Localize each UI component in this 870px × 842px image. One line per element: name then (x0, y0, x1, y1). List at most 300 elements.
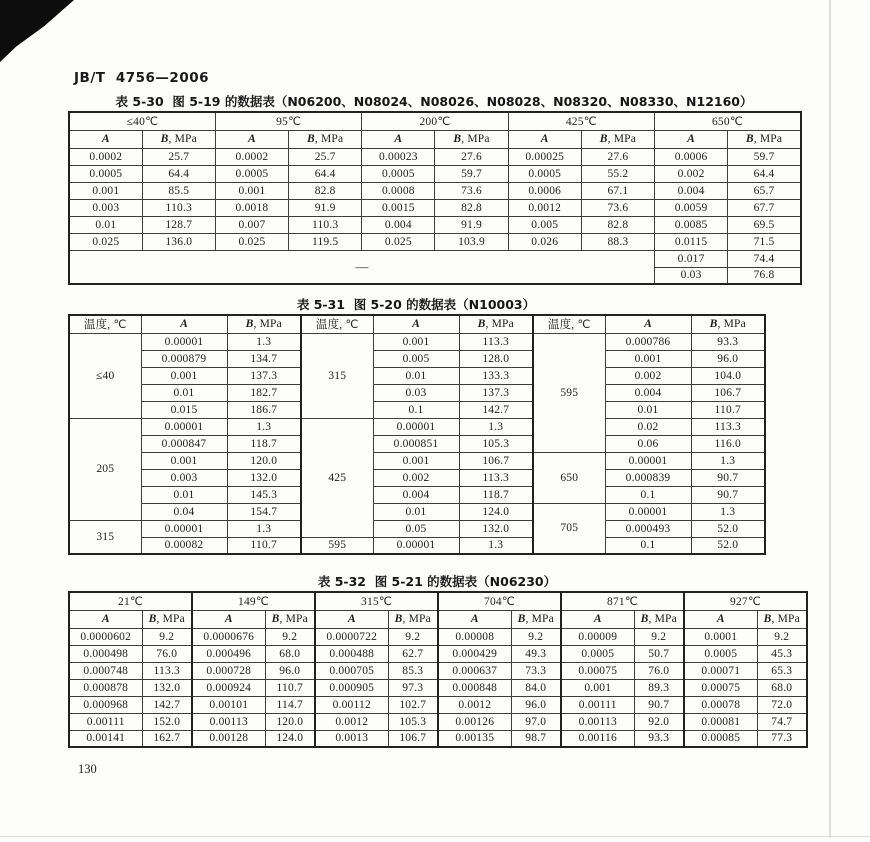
unit-label: , MPa (168, 133, 197, 145)
data-cell: 0.01 (69, 216, 142, 233)
data-cell: 0.005 (373, 350, 459, 367)
data-cell: 0.000748 (69, 662, 142, 679)
data-cell: 124.0 (265, 730, 315, 747)
data-cell: 0.000839 (605, 469, 691, 486)
table-5-31 (68, 314, 766, 555)
unit-label: , MPa (648, 613, 677, 625)
column-header (511, 610, 561, 628)
variable-symbol: B (160, 133, 169, 145)
data-cell: 110.7 (691, 401, 765, 418)
data-cell: 0.0001 (684, 628, 757, 645)
data-cell: 59.7 (435, 165, 508, 182)
data-cell: 0.00085 (684, 730, 757, 747)
data-cell: 71.5 (728, 233, 801, 250)
variable-symbol: B (745, 133, 754, 145)
data-cell: 1.3 (459, 418, 533, 435)
data-cell: 0.0012 (315, 713, 388, 730)
data-cell: 93.3 (634, 730, 684, 747)
data-cell: 1.3 (691, 503, 765, 520)
data-cell: 0.00001 (141, 333, 227, 350)
data-cell: 76.0 (142, 645, 192, 662)
data-cell: 120.0 (265, 713, 315, 730)
data-cell: 9.2 (757, 628, 807, 645)
data-cell: 128.0 (459, 350, 533, 367)
variable-symbol: A (540, 133, 549, 145)
data-cell: 0.00078 (684, 696, 757, 713)
data-cell: 0.0059 (655, 199, 728, 216)
data-cell: 9.2 (265, 628, 315, 645)
variable-symbol: B (709, 318, 718, 331)
data-cell: 0.00009 (561, 628, 634, 645)
data-cell: 0.0000602 (69, 628, 142, 645)
unit-label: , MPa (717, 318, 746, 331)
column-header (373, 315, 459, 333)
column-header (142, 610, 192, 628)
unit-label: , MPa (485, 318, 514, 331)
temp-cell: 315 (69, 520, 141, 554)
data-cell: 67.1 (581, 182, 654, 199)
temp-header: ≤40℃ (69, 112, 215, 130)
data-cell: 142.7 (459, 401, 533, 418)
data-cell: 0.00111 (69, 713, 142, 730)
variable-symbol: B (517, 613, 526, 625)
temp-cell: 650 (533, 452, 605, 503)
data-cell: 0.1 (605, 486, 691, 503)
temp-cell: 705 (533, 503, 605, 554)
data-cell: 134.7 (227, 350, 301, 367)
data-cell: 132.0 (142, 679, 192, 696)
data-cell: 97.0 (511, 713, 561, 730)
data-cell: 45.3 (757, 645, 807, 662)
column-header (142, 130, 215, 148)
data-cell: 90.7 (691, 486, 765, 503)
data-cell: 89.3 (634, 679, 684, 696)
data-cell: 92.0 (634, 713, 684, 730)
data-cell: 0.026 (508, 233, 581, 250)
column-header (265, 610, 315, 628)
unit-label: , MPa (607, 133, 637, 145)
table1-title: 表 5-30 图 5-19 的数据表（N06200、N08024、N08026、N08028、N08320、N08330、N12160） (115, 94, 753, 109)
data-cell: 98.7 (511, 730, 561, 747)
data-cell: 182.7 (227, 384, 301, 401)
column-header (362, 130, 435, 148)
variable-symbol: A (470, 613, 479, 625)
data-cell: 0.000847 (141, 435, 227, 452)
data-cell: 106.7 (691, 384, 765, 401)
data-cell: 0.00008 (438, 628, 511, 645)
data-cell: 77.3 (757, 730, 807, 747)
variable-symbol: B (306, 133, 315, 145)
data-cell: 68.0 (757, 679, 807, 696)
data-cell: 132.0 (227, 469, 301, 486)
variable-symbol: A (716, 613, 725, 625)
data-cell: 110.7 (227, 537, 301, 554)
data-cell: 162.7 (142, 730, 192, 747)
data-cell: 97.3 (388, 679, 438, 696)
data-cell: 0.025 (69, 233, 142, 250)
data-cell: 106.7 (388, 730, 438, 747)
column-header (728, 130, 801, 148)
data-cell: 74.7 (757, 713, 807, 730)
data-cell: 0.000637 (438, 662, 511, 679)
data-cell: 0.00023 (362, 148, 435, 165)
data-cell: 65.7 (728, 182, 801, 199)
data-cell: 0.000786 (605, 333, 691, 350)
data-cell: 0.000879 (141, 350, 227, 367)
temp-cell: 205 (69, 418, 141, 520)
table-5-32 (68, 591, 808, 748)
data-cell: 0.00135 (438, 730, 511, 747)
data-cell: 104.0 (691, 367, 765, 384)
data-cell: 68.0 (265, 645, 315, 662)
variable-symbol: A (347, 613, 356, 625)
data-cell: 84.0 (511, 679, 561, 696)
data-cell: 0.001 (141, 452, 227, 469)
data-cell: 0.1 (373, 401, 459, 418)
data-cell: 120.0 (227, 452, 301, 469)
unit-label: , MPa (402, 613, 431, 625)
data-cell: 0.00101 (192, 696, 265, 713)
data-cell: 137.3 (227, 367, 301, 384)
data-cell: 0.00001 (605, 452, 691, 469)
data-cell: 136.0 (142, 233, 215, 250)
temp-cell: 315 (301, 333, 373, 418)
temp-header: 200℃ (362, 112, 508, 130)
document-number: JB/T 4756—2006 (74, 70, 209, 86)
data-cell: 0.0012 (508, 199, 581, 216)
data-cell: 0.002 (605, 367, 691, 384)
column-header (69, 610, 142, 628)
column-header (141, 315, 227, 333)
data-cell: 0.00025 (508, 148, 581, 165)
column-header (561, 610, 634, 628)
variable-symbol: A (101, 133, 110, 145)
data-cell: 0.000848 (438, 679, 511, 696)
column-header (289, 130, 362, 148)
temp-header: 650℃ (655, 112, 801, 130)
data-cell: 27.6 (435, 148, 508, 165)
data-cell: 0.0000722 (315, 628, 388, 645)
scan-edge-shadow-bottom (0, 836, 870, 837)
data-cell: 0.0085 (655, 216, 728, 233)
data-cell: 9.2 (634, 628, 684, 645)
data-cell: 0.0005 (69, 165, 142, 182)
variable-symbol: B (599, 133, 608, 145)
data-cell: 0.0000676 (192, 628, 265, 645)
data-cell: 128.7 (142, 216, 215, 233)
data-cell: 0.00075 (561, 662, 634, 679)
column-header (388, 610, 438, 628)
data-cell: 0.001 (561, 679, 634, 696)
unit-label: , MPa (279, 613, 308, 625)
data-cell: 0.0005 (508, 165, 581, 182)
data-cell: 0.01 (373, 367, 459, 384)
data-cell: 27.6 (581, 148, 654, 165)
variable-symbol: B (394, 613, 403, 625)
column-header (655, 130, 728, 148)
data-cell: 0.00116 (561, 730, 634, 747)
data-cell: 0.0005 (362, 165, 435, 182)
data-cell: 142.7 (142, 696, 192, 713)
temp-cell: 425 (301, 418, 373, 537)
data-cell: 76.8 (728, 267, 801, 284)
variable-symbol: B (148, 613, 157, 625)
data-cell: 74.4 (728, 250, 801, 267)
data-cell: 1.3 (227, 333, 301, 350)
data-cell: 110.3 (289, 216, 362, 233)
data-cell: 85.3 (388, 662, 438, 679)
data-cell: 0.00128 (192, 730, 265, 747)
data-cell: 0.01 (373, 503, 459, 520)
data-cell: 62.7 (388, 645, 438, 662)
data-cell: 0.001 (373, 452, 459, 469)
page-number: 130 (78, 762, 97, 776)
variable-symbol: B (763, 613, 772, 625)
data-cell: 73.3 (511, 662, 561, 679)
data-cell: 113.3 (459, 469, 533, 486)
data-cell: 145.3 (227, 486, 301, 503)
variable-symbol: B (640, 613, 649, 625)
temp-cell: 595 (301, 537, 373, 554)
unit-label: , MPa (461, 133, 490, 145)
temp-header: 21℃ (69, 592, 192, 610)
data-cell: 0.025 (215, 233, 288, 250)
variable-symbol: B (245, 318, 254, 331)
data-cell: 9.2 (388, 628, 438, 645)
data-cell: 0.06 (605, 435, 691, 452)
data-cell: 118.7 (459, 486, 533, 503)
data-cell: 0.00082 (141, 537, 227, 554)
data-cell: 0.00001 (141, 418, 227, 435)
data-cell: 0.02 (605, 418, 691, 435)
data-cell: 105.3 (388, 713, 438, 730)
table2-title: 表 5-31 图 5-20 的数据表（N10003） (296, 297, 536, 312)
table-5-30 (68, 111, 802, 285)
data-cell: 0.1 (605, 537, 691, 554)
data-cell: 0.004 (655, 182, 728, 199)
data-cell: 0.001 (215, 182, 288, 199)
data-cell: 93.3 (691, 333, 765, 350)
data-cell: 0.00001 (373, 418, 459, 435)
unit-label: , MPa (771, 613, 800, 625)
data-cell: 113.3 (459, 333, 533, 350)
variable-symbol: A (412, 318, 420, 331)
data-cell: 0.00075 (684, 679, 757, 696)
variable-symbol: A (644, 318, 652, 331)
data-cell: 9.2 (142, 628, 192, 645)
temp-header: 425℃ (508, 112, 654, 130)
data-cell: 0.0008 (362, 182, 435, 199)
temp-cell: 595 (533, 333, 605, 452)
data-cell: 67.7 (728, 199, 801, 216)
data-cell: 9.2 (511, 628, 561, 645)
data-cell: 50.7 (634, 645, 684, 662)
unit-label: , MPa (156, 613, 185, 625)
data-cell: 0.03 (373, 384, 459, 401)
data-cell: 0.000968 (69, 696, 142, 713)
column-header (438, 610, 511, 628)
data-cell: 0.0013 (315, 730, 388, 747)
data-cell: 0.00141 (69, 730, 142, 747)
data-cell: 103.9 (435, 233, 508, 250)
data-cell: 0.00001 (373, 537, 459, 554)
data-cell: 0.0115 (655, 233, 728, 250)
data-cell: 0.0015 (362, 199, 435, 216)
data-cell: 0.0005 (215, 165, 288, 182)
unit-label: , MPa (253, 318, 282, 331)
data-cell: 0.0018 (215, 199, 288, 216)
data-cell: 114.7 (265, 696, 315, 713)
data-cell: 76.0 (634, 662, 684, 679)
data-cell: 0.001 (605, 350, 691, 367)
data-cell: 0.01 (141, 384, 227, 401)
variable-symbol: A (224, 613, 233, 625)
column-header: 温度, ℃ (301, 315, 373, 333)
table3-title: 表 5-32 图 5-21 的数据表（N06230） (317, 574, 557, 589)
data-cell: 69.5 (728, 216, 801, 233)
data-cell: 90.7 (691, 469, 765, 486)
data-cell: 52.0 (691, 520, 765, 537)
column-header (634, 610, 684, 628)
data-cell: 1.3 (227, 520, 301, 537)
data-cell: 132.0 (459, 520, 533, 537)
temp-cell: ≤40 (69, 333, 141, 418)
temp-header: 871℃ (561, 592, 684, 610)
data-cell: 0.00113 (561, 713, 634, 730)
data-cell: 0.0002 (215, 148, 288, 165)
variable-symbol: A (180, 318, 188, 331)
data-cell: 0.0012 (438, 696, 511, 713)
data-cell: 0.003 (69, 199, 142, 216)
data-cell: 59.7 (728, 148, 801, 165)
data-cell: 102.7 (388, 696, 438, 713)
data-cell: 1.3 (691, 452, 765, 469)
data-cell: 0.002 (655, 165, 728, 182)
data-cell: 82.8 (435, 199, 508, 216)
temp-header: 95℃ (215, 112, 361, 130)
data-cell: 0.000498 (69, 645, 142, 662)
data-cell: 110.7 (265, 679, 315, 696)
temp-header: 315℃ (315, 592, 438, 610)
data-cell: 0.00001 (605, 503, 691, 520)
data-cell: 64.4 (289, 165, 362, 182)
data-cell: 113.3 (142, 662, 192, 679)
column-header (691, 315, 765, 333)
data-cell: 0.004 (362, 216, 435, 233)
column-header (435, 130, 508, 148)
data-cell: 0.000878 (69, 679, 142, 696)
data-cell: 72.0 (757, 696, 807, 713)
column-header: 温度, ℃ (533, 315, 605, 333)
data-cell: 0.000429 (438, 645, 511, 662)
data-cell: 91.9 (289, 199, 362, 216)
data-cell: 64.4 (142, 165, 215, 182)
scan-edge-shadow-right (829, 0, 831, 838)
data-cell: 0.003 (141, 469, 227, 486)
data-cell: 105.3 (459, 435, 533, 452)
data-cell: 85.5 (142, 182, 215, 199)
data-cell: 0.005 (508, 216, 581, 233)
data-cell: 0.004 (605, 384, 691, 401)
data-cell: 90.7 (634, 696, 684, 713)
data-cell: 0.01 (605, 401, 691, 418)
data-cell: 0.00001 (141, 520, 227, 537)
data-cell: 0.04 (141, 503, 227, 520)
data-cell: 25.7 (289, 148, 362, 165)
data-cell: 0.001 (373, 333, 459, 350)
column-header: 温度, ℃ (69, 315, 141, 333)
data-cell: 0.002 (373, 469, 459, 486)
data-cell: 0.01 (141, 486, 227, 503)
data-cell: 0.000924 (192, 679, 265, 696)
data-cell: 0.000905 (315, 679, 388, 696)
data-cell: 116.0 (691, 435, 765, 452)
variable-symbol: A (593, 613, 602, 625)
data-cell: 0.00111 (561, 696, 634, 713)
data-cell: 0.000496 (192, 645, 265, 662)
data-cell: 0.000705 (315, 662, 388, 679)
data-cell: 0.0002 (69, 148, 142, 165)
data-cell: 65.3 (757, 662, 807, 679)
column-header (605, 315, 691, 333)
variable-symbol: A (101, 613, 110, 625)
data-cell: 0.000488 (315, 645, 388, 662)
data-cell: 154.7 (227, 503, 301, 520)
data-cell: 133.3 (459, 367, 533, 384)
data-cell: 0.000728 (192, 662, 265, 679)
data-cell: 0.0005 (684, 645, 757, 662)
data-cell: 1.3 (459, 537, 533, 554)
column-header (757, 610, 807, 628)
data-cell: 0.0006 (655, 148, 728, 165)
column-header (581, 130, 654, 148)
column-header (192, 610, 265, 628)
temp-header: 704℃ (438, 592, 561, 610)
temp-header: 149℃ (192, 592, 315, 610)
data-cell: 0.00126 (438, 713, 511, 730)
data-cell: 88.3 (581, 233, 654, 250)
data-cell: 124.0 (459, 503, 533, 520)
data-cell: 0.007 (215, 216, 288, 233)
data-cell: 186.7 (227, 401, 301, 418)
temp-header: 927℃ (684, 592, 807, 610)
data-cell: 0.00113 (192, 713, 265, 730)
variable-symbol: A (687, 133, 696, 145)
data-cell: 0.000851 (373, 435, 459, 452)
column-header (684, 610, 757, 628)
data-cell: 91.9 (435, 216, 508, 233)
scan-corner-artifact (0, 0, 74, 62)
unit-label: , MPa (753, 133, 783, 145)
data-cell: 0.05 (373, 520, 459, 537)
variable-symbol: B (271, 613, 280, 625)
data-cell: 118.7 (227, 435, 301, 452)
data-cell: 106.7 (459, 452, 533, 469)
data-cell: 0.0006 (508, 182, 581, 199)
data-cell: 0.03 (655, 267, 728, 284)
data-cell: 152.0 (142, 713, 192, 730)
variable-symbol: B (477, 318, 486, 331)
data-cell: 0.004 (373, 486, 459, 503)
data-cell: 0.017 (655, 250, 728, 267)
data-cell: 96.0 (265, 662, 315, 679)
data-cell: 113.3 (691, 418, 765, 435)
data-cell: 0.00112 (315, 696, 388, 713)
data-cell: 52.0 (691, 537, 765, 554)
column-header (69, 130, 142, 148)
unit-label: , MPa (525, 613, 554, 625)
data-cell: 0.025 (362, 233, 435, 250)
